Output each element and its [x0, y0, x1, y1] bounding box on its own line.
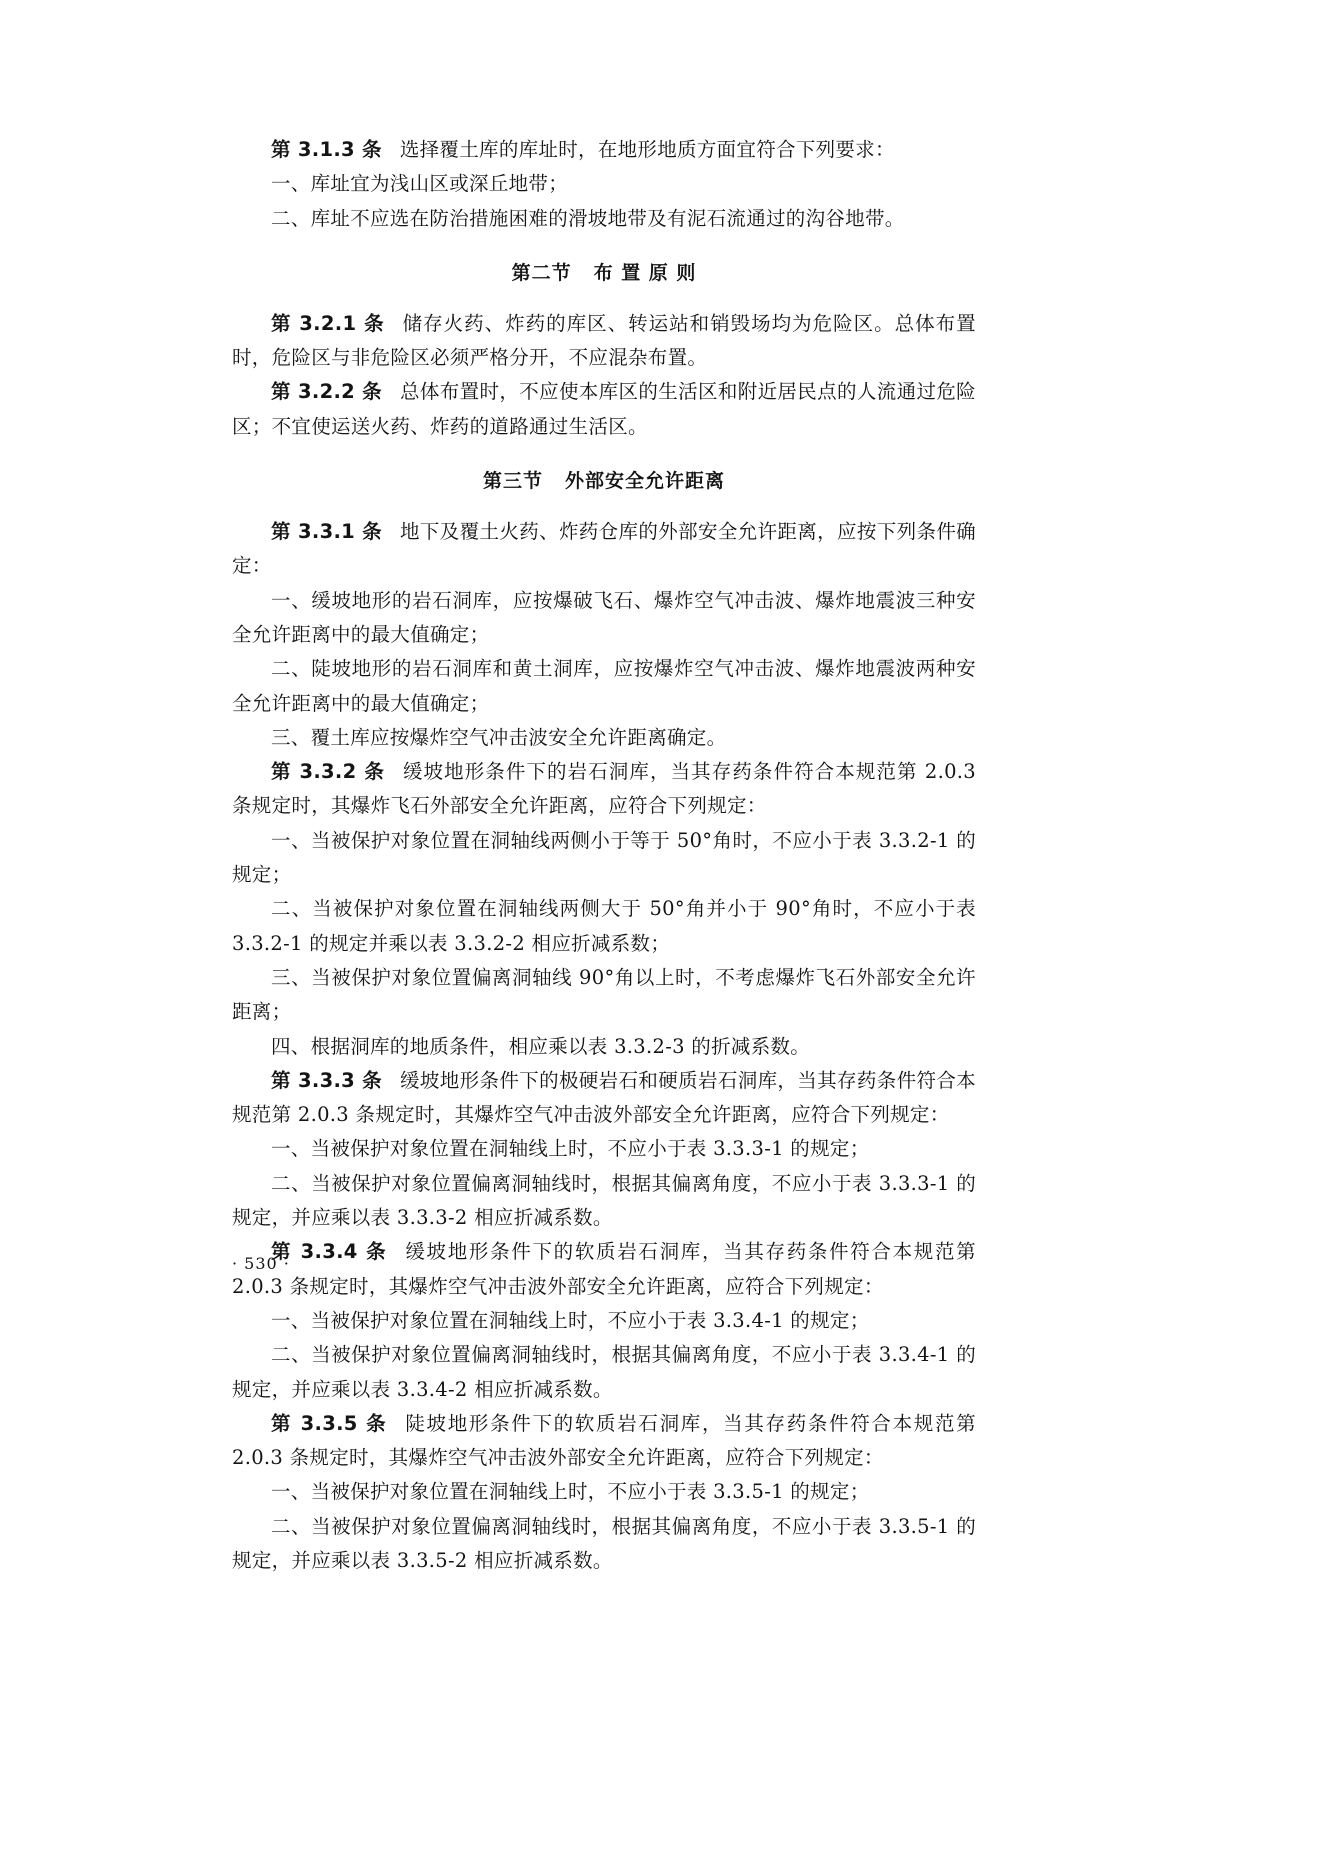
paragraph-text: 陡坡地形条件下的软质岩石洞库，当其存药条件符合本规范第 2.0.3 条规定时，其爆炸空气冲击波外部安全允许距离，应符合下列规定： — [232, 1411, 976, 1470]
paragraph-text: 地下及覆土火药、炸药仓库的外部安全允许距离，应按下列条件确定： — [232, 520, 976, 578]
paragraph-3-3-5 — [232, 1407, 976, 1476]
section-title: 布 置 原 则 — [593, 261, 697, 284]
paragraph-3-2-1 — [232, 307, 976, 376]
list-item — [232, 721, 976, 755]
list-item — [232, 1475, 976, 1509]
paragraph-text: 储存火药、炸药的库区、转运站和销毁场均为危险区。总体布置时，危险区与非危险区必须严格分开，不应混杂布置。 — [232, 311, 976, 370]
paragraph-text: 一、库址宜为浅山区或深丘地带； — [271, 172, 569, 196]
list-item — [232, 167, 976, 201]
paragraph-text: 一、缓坡地形的岩石洞库，应按爆破飞石、爆炸空气冲击波、爆炸地震波三种安全允许距离中的最大值确定； — [232, 588, 976, 646]
article-number: 第 3.2.1 条 — [271, 311, 385, 335]
list-item — [232, 1338, 976, 1407]
article-number: 第 3.3.5 条 — [271, 1411, 388, 1435]
list-item — [232, 584, 976, 653]
paragraph-text: 缓坡地形条件下的软质岩石洞库，当其存药条件符合本规范第 2.0.3 条规定时，其爆炸空气冲击波外部安全允许距离，应符合下列规定： — [232, 1240, 976, 1298]
paragraph-3-3-2 — [232, 755, 976, 824]
section-heading-2 — [232, 258, 976, 285]
paragraph-text: 三、覆土库应按爆炸空气冲击波安全允许距离确定。 — [271, 725, 727, 749]
paragraph-text: 二、当被保护对象位置在洞轴线两侧大于 50°角并小于 90°角时，不应小于表 3.3.2-1 的规定并乘以表 3.3.2-2 相应折减系数； — [232, 897, 976, 955]
article-number: 第 3.3.4 条 — [271, 1240, 388, 1264]
article-number: 第 3.3.3 条 — [271, 1068, 383, 1092]
paragraph-3-3-4 — [232, 1235, 976, 1304]
paragraph-3-1-3 — [232, 133, 976, 167]
paragraph-text: 二、陡坡地形的岩石洞库和黄土洞库，应按爆炸空气冲击波、爆炸地震波两种安全允许距离中的最大值确定； — [232, 657, 976, 715]
list-item — [232, 961, 976, 1030]
paragraph-text: 选择覆土库的库址时，在地形地质方面宜符合下列要求： — [399, 138, 895, 161]
paragraph-3-2-2 — [232, 375, 976, 444]
page-number: · 530 · — [232, 1254, 290, 1273]
list-item — [232, 1132, 976, 1166]
paragraph-text: 一、当被保护对象位置在洞轴线上时，不应小于表 3.3.5-1 的规定； — [271, 1480, 870, 1504]
page-content — [232, 133, 976, 1578]
paragraph-text: 一、当被保护对象位置在洞轴线两侧小于等于 50°角时，不应小于表 3.3.2-1 的规定； — [232, 828, 976, 887]
paragraph-text: 二、当被保护对象位置偏离洞轴线时，根据其偏离角度，不应小于表 3.3.3-1 的规定，并应乘以表 3.3.3-2 相应折减系数。 — [232, 1171, 976, 1230]
section-title: 外部安全允许距离 — [565, 470, 726, 493]
article-number: 第 3.2.2 条 — [271, 380, 383, 404]
paragraph-text: 二、库址不应选在防治措施困难的滑坡地带及有泥石流通过的沟谷地带。 — [271, 206, 905, 230]
section-heading-3 — [232, 466, 976, 493]
paragraph-3-3-1 — [232, 515, 976, 584]
paragraph-3-3-3 — [232, 1064, 976, 1133]
paragraph-text: 一、当被保护对象位置在洞轴线上时，不应小于表 3.3.3-1 的规定； — [271, 1137, 870, 1161]
paragraph-text: 二、当被保护对象位置偏离洞轴线时，根据其偏离角度，不应小于表 3.3.5-1 的规定，并应乘以表 3.3.5-2 相应折减系数。 — [232, 1514, 976, 1572]
paragraph-text: 总体布置时，不应使本库区的生活区和附近居民点的人流通过危险区；不宜使运送火药、炸药的道路通过生活区。 — [232, 380, 976, 438]
paragraph-text: 缓坡地形条件下的岩石洞库，当其存药条件符合本规范第 2.0.3 条规定时，其爆炸飞石外部安全允许距离，应符合下列规定： — [232, 760, 976, 818]
article-number: 第 3.3.2 条 — [271, 760, 385, 784]
paragraph-text: 缓坡地形条件下的极硬岩石和硬质岩石洞库，当其存药条件符合本规范第 2.0.3 条规定时，其爆炸空气冲击波外部安全允许距离，应符合下列规定： — [232, 1068, 976, 1127]
list-item — [232, 1167, 976, 1236]
list-item — [232, 1030, 976, 1064]
article-number: 第 3.3.1 条 — [271, 520, 383, 544]
list-item — [232, 1304, 976, 1338]
list-item — [232, 652, 976, 721]
section-number: 第二节 — [511, 261, 572, 284]
section-number: 第三节 — [482, 470, 543, 493]
article-number: 第 3.1.3 条 — [271, 138, 382, 161]
list-item — [232, 202, 976, 236]
paragraph-text: 一、当被保护对象位置在洞轴线上时，不应小于表 3.3.4-1 的规定； — [271, 1308, 870, 1332]
paragraph-text: 四、根据洞库的地质条件，相应乘以表 3.3.2-3 的折减系数。 — [271, 1034, 811, 1058]
list-item — [232, 1510, 976, 1579]
paragraph-text: 二、当被保护对象位置偏离洞轴线时，根据其偏离角度，不应小于表 3.3.4-1 的规定，并应乘以表 3.3.4-2 相应折减系数。 — [232, 1343, 976, 1401]
list-item — [232, 892, 976, 961]
list-item — [232, 824, 976, 893]
paragraph-text: 三、当被保护对象位置偏离洞轴线 90°角以上时，不考虑爆炸飞石外部安全允许距离； — [232, 965, 976, 1024]
